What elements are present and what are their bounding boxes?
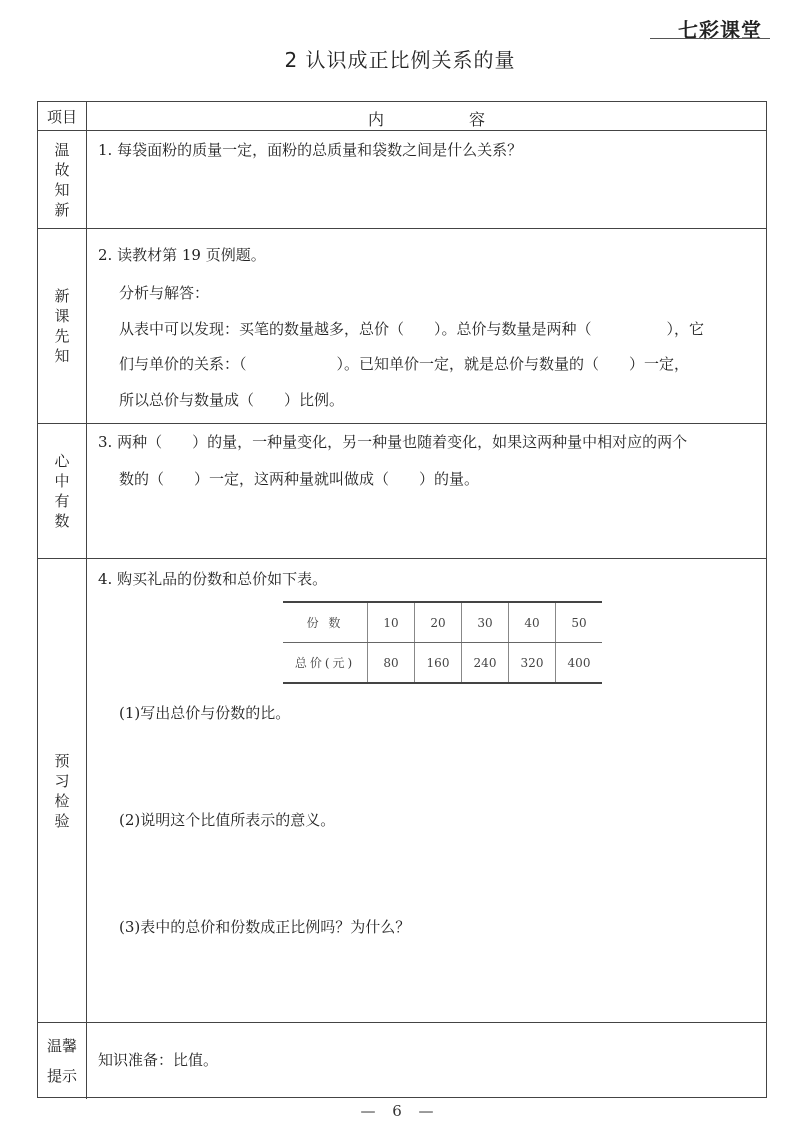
mind-label-cell xyxy=(38,424,87,558)
table-cell: 320 xyxy=(509,643,556,684)
page-number: — 6 — xyxy=(360,1102,440,1120)
tips-content-cell xyxy=(87,1023,766,1099)
header-project-label: 项目 xyxy=(46,107,77,126)
preview-row xyxy=(38,559,766,1023)
table-header-row xyxy=(38,102,766,131)
analysis-heading: 分析与解答： xyxy=(119,284,210,302)
sub-question-2: (2)说明这个比值所表示的意义。 xyxy=(119,811,336,829)
review-row xyxy=(38,131,766,229)
brand-underline xyxy=(650,38,770,39)
tips-label: 温馨 提示 xyxy=(46,1037,77,1085)
question-1: 1. 每袋面粉的质量一定，面粉的总质量和袋数之间是什么关系？ xyxy=(98,141,523,159)
page-title: 2 认识成正比例关系的量 xyxy=(284,48,516,72)
table-cell: 20 xyxy=(415,602,462,643)
analysis-line-2: 们与单价的关系：（ ）。已知单价一定，就是总价与数量的（ ）一定， xyxy=(119,355,690,373)
brand-logo: 七彩课堂 xyxy=(678,18,762,42)
tips-row xyxy=(38,1023,766,1099)
price-table xyxy=(283,601,602,684)
header-content-cell xyxy=(87,102,766,130)
review-label: 温 故 知 新 xyxy=(54,140,70,219)
question-3-line-1: 3. 两种（ ）的量，一种量变化，另一种量也随着变化，如果这两种量中相对应的两个 xyxy=(98,433,688,451)
row-label-total: 总价(元) xyxy=(283,643,368,684)
table-cell: 40 xyxy=(509,602,556,643)
new-lesson-row xyxy=(38,229,766,424)
sub-question-3: (3)表中的总价和份数成正比例吗？为什么？ xyxy=(119,918,411,936)
table-cell: 80 xyxy=(368,643,415,684)
table-cell: 400 xyxy=(556,643,603,684)
analysis-line-1: 从表中可以发现：买笔的数量越多，总价（ ）。总价与数量是两种（ ），它 xyxy=(119,320,705,338)
table-cell: 10 xyxy=(368,602,415,643)
header-content-label: 内 容 xyxy=(367,110,526,129)
table-cell: 50 xyxy=(556,602,603,643)
review-label-cell xyxy=(38,131,87,228)
table-cell: 30 xyxy=(462,602,509,643)
tips-text: 知识准备：比值。 xyxy=(98,1051,219,1069)
mind-label: 心 中 有 数 xyxy=(54,452,70,530)
question-4: 4. 购买礼品的份数和总价如下表。 xyxy=(98,570,328,588)
table-row xyxy=(283,643,602,684)
table-cell: 240 xyxy=(462,643,509,684)
sub-question-1: (1)写出总价与份数的比。 xyxy=(119,704,291,722)
question-3-line-2: 数的（ ）一定，这两种量就叫做成（ ）的量。 xyxy=(119,470,480,488)
new-lesson-content-cell xyxy=(87,229,766,423)
header-project-cell xyxy=(38,102,87,130)
worksheet-table xyxy=(37,101,767,1098)
new-lesson-label-cell xyxy=(38,229,87,423)
tips-label-cell xyxy=(38,1023,87,1099)
preview-label: 预 习 检 验 xyxy=(54,751,70,830)
mind-content-cell xyxy=(87,424,766,558)
table-row xyxy=(283,602,602,643)
row-label-copies: 份 数 xyxy=(283,602,368,643)
new-lesson-label: 新 课 先 知 xyxy=(54,287,70,365)
review-content-cell xyxy=(87,131,766,228)
mind-row xyxy=(38,424,766,559)
preview-content-cell xyxy=(87,559,766,1022)
question-2: 2. 读教材第 19 页例题。 xyxy=(98,246,266,264)
analysis-line-3: 所以总价与数量成（ ）比例。 xyxy=(119,391,345,409)
table-cell: 160 xyxy=(415,643,462,684)
preview-label-cell xyxy=(38,559,87,1022)
